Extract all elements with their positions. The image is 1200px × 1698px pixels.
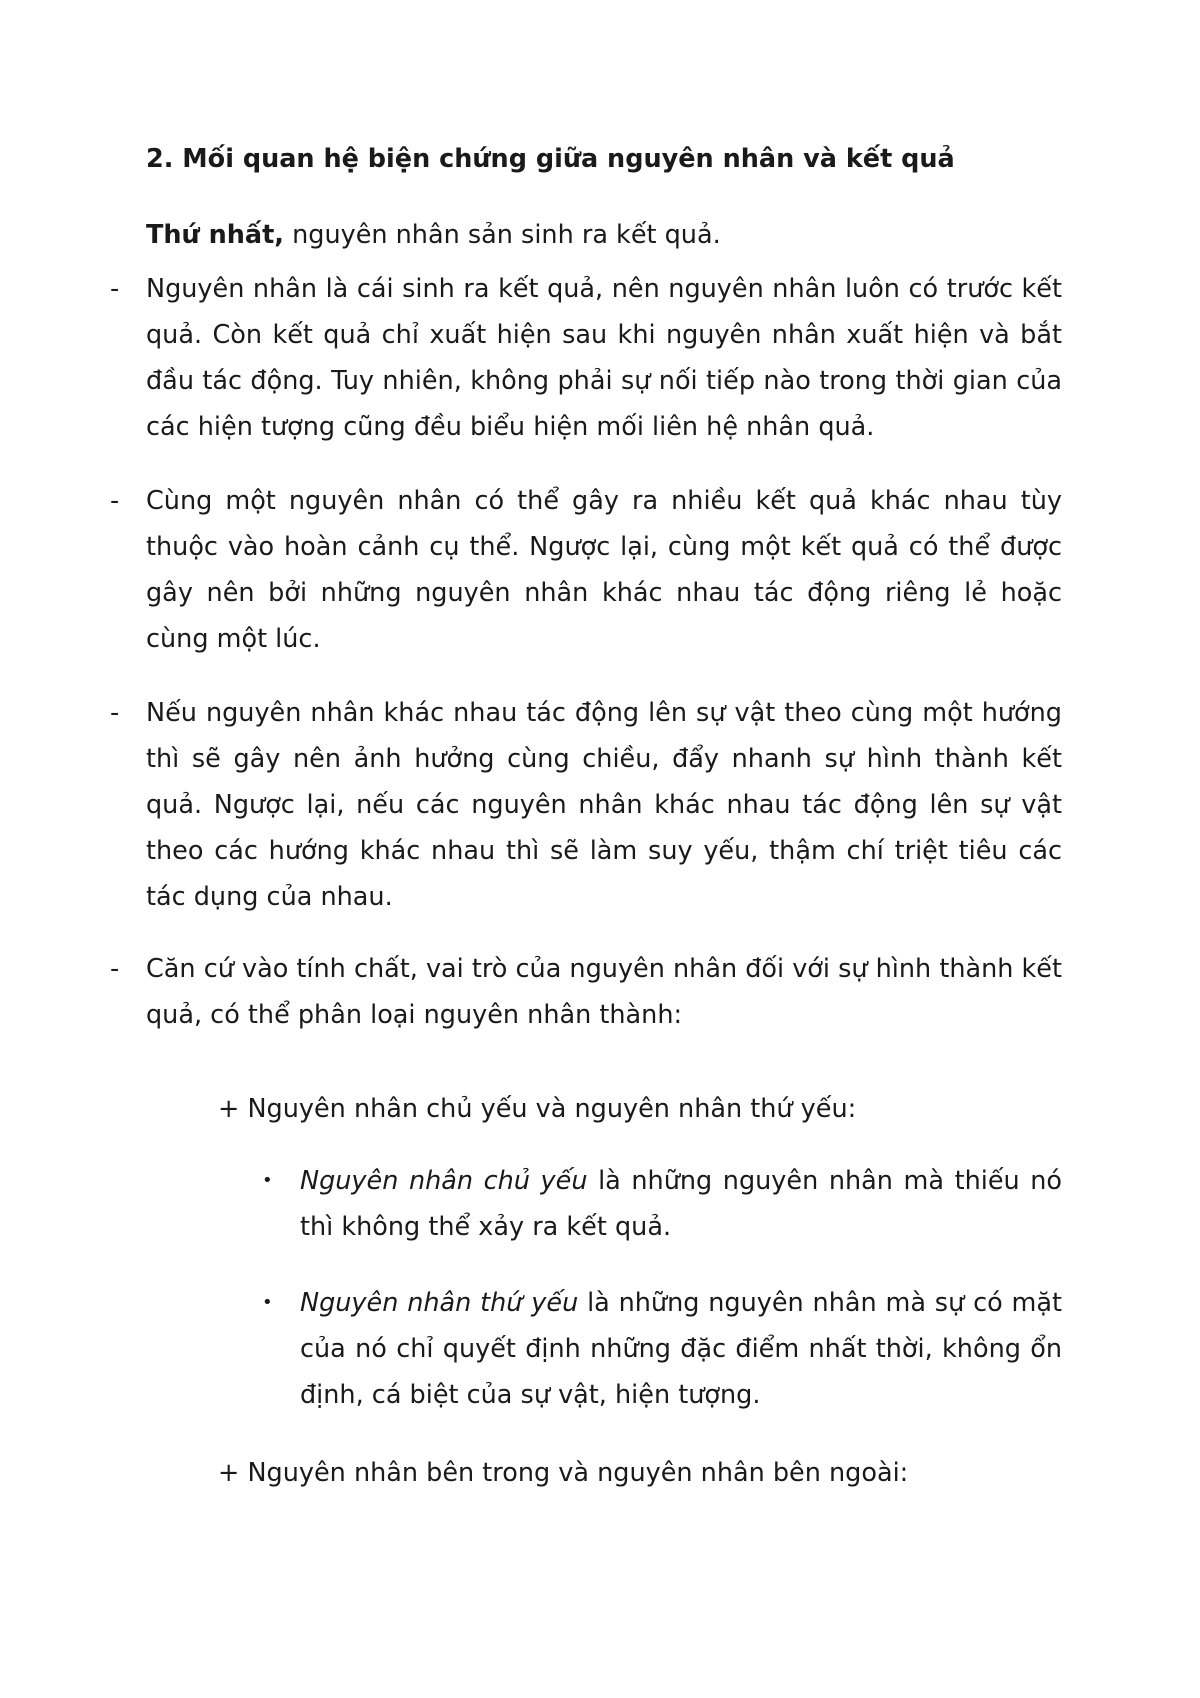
dash-marker: -: [110, 698, 120, 728]
bullet-marker: •: [262, 1170, 273, 1191]
dash-list-item: [110, 690, 1062, 920]
bullet-marker: •: [262, 1292, 273, 1313]
dash-marker: -: [110, 486, 120, 516]
dash-list-item: [110, 266, 1062, 450]
plus-list-item: + Nguyên nhân bên trong và nguyên nhân bên ngoài:: [218, 1458, 909, 1488]
dash-item-text: Căn cứ vào tính chất, vai trò của nguyên nhân đối với sự hình thành kết quả, có thể phân loại nguyên nhân thành:: [146, 954, 1062, 1030]
dash-item-text: Nguyên nhân là cái sinh ra kết quả, nên nguyên nhân luôn có trước kết quả. Còn kết quả chỉ xuất hiện sau khi nguyên nhân xuất hiện và bắt đầu tác động. Tuy nhiên, không phải sự nối tiếp nào trong thời gian của các hiện tượng cũng đều biểu hiện mối liên hệ nhân quả.: [146, 274, 1062, 442]
bullet-italic-term: Nguyên nhân thứ yếu: [300, 1288, 579, 1318]
bullet-list-item: [262, 1158, 1063, 1250]
intro-bold-lead: Thứ nhất,: [146, 220, 284, 250]
dash-list-item: [110, 478, 1062, 662]
bullet-italic-term: Nguyên nhân chủ yếu: [300, 1166, 588, 1196]
bullet-item-text: là những nguyên nhân mà thiếu nó thì không thể xảy ra kết quả.: [300, 1166, 1063, 1242]
section-heading: 2. Mối quan hệ biện chứng giữa nguyên nhân và kết quả: [146, 144, 955, 174]
bullet-item-text: là những nguyên nhân mà sự có mặt của nó chỉ quyết định những đặc điểm nhất thời, không ổn định, cá biệt của sự vật, hiện tượng.: [300, 1288, 1062, 1410]
bullet-list-item: [262, 1280, 1062, 1418]
dash-list-item: [110, 946, 1062, 1038]
plus-list-item: + Nguyên nhân chủ yếu và nguyên nhân thứ yếu:: [218, 1094, 857, 1124]
intro-paragraph: [146, 216, 721, 254]
dash-item-text: Nếu nguyên nhân khác nhau tác động lên sự vật theo cùng một hướng thì sẽ gây nên ảnh hưởng cùng chiều, đẩy nhanh sự hình thành kết quả. Ngược lại, nếu các nguyên nhân khác nhau tác động lên sự vật theo các hướng khác nhau thì sẽ làm suy yếu, thậm chí triệt tiêu các tác dụng của nhau.: [146, 698, 1062, 912]
dash-marker: -: [110, 954, 120, 984]
intro-text: nguyên nhân sản sinh ra kết quả.: [283, 220, 721, 250]
dash-marker: -: [110, 274, 120, 304]
dash-item-text: Cùng một nguyên nhân có thể gây ra nhiều kết quả khác nhau tùy thuộc vào hoàn cảnh cụ thể. Ngược lại, cùng một kết quả có thể được gây nên bởi những nguyên nhân khác nhau tác động riêng lẻ hoặc cùng một lúc.: [146, 486, 1062, 654]
